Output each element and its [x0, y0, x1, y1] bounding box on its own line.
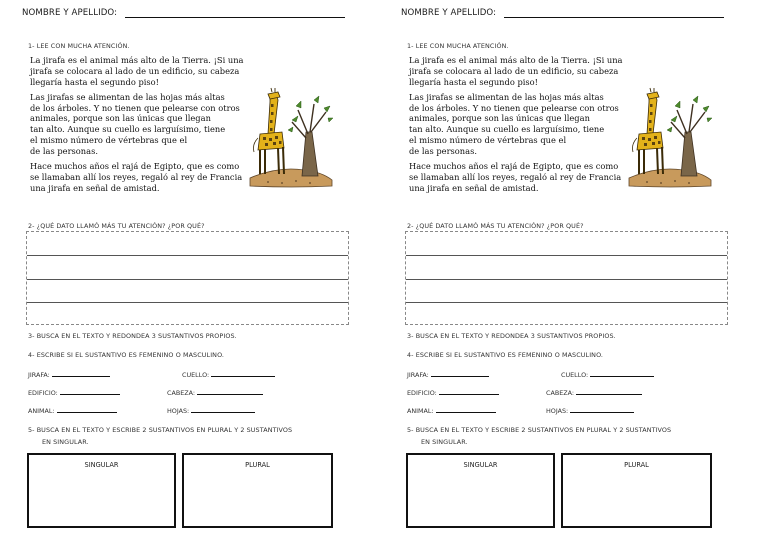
paragraph-2: Las jirafas se alimentan de las hojas más altas de los árboles. Y no tienen que pelearse con otros animales, porque son las únicas que llegan tan alto. Aunque su cuello es larguísimo, tiene el mismo número de vértebras que el de las personas.: [30, 91, 240, 156]
noun-blank[interactable]: [576, 388, 642, 395]
noun-field[interactable]: [546, 388, 642, 397]
noun-blank[interactable]: [191, 406, 255, 413]
worksheet-left: [22, 0, 382, 543]
answer-line[interactable]: [27, 302, 348, 303]
question-5-continued: EN SINGULAR.: [42, 438, 89, 446]
paragraph-3: Hace muchos años el rajá de Egipto, que es como se llamaban allí los reyes, regaló al rey de Francia una jirafa en señal de amistad.: [30, 161, 243, 193]
plural-title: PLURAL: [245, 461, 270, 469]
question-5-continued: EN SINGULAR.: [421, 438, 468, 446]
question-1: 1- LEE CON MUCHA ATENCIÓN.: [407, 42, 509, 50]
noun-label: ANIMAL:: [407, 407, 434, 415]
name-line[interactable]: [504, 17, 724, 18]
noun-blank[interactable]: [57, 406, 117, 413]
singular-title: SINGULAR: [84, 461, 119, 469]
noun-field[interactable]: [28, 370, 110, 379]
noun-field[interactable]: [28, 406, 117, 415]
noun-label: JIRAFA:: [407, 371, 429, 379]
answer-line[interactable]: [27, 255, 348, 256]
noun-label: EDIFICIO:: [28, 389, 58, 397]
noun-field[interactable]: [167, 388, 263, 397]
question-5: 5- BUSCA EN EL TEXTO Y ESCRIBE 2 SUSTANTIVOS EN PLURAL Y 2 SUSTANTIVOS: [407, 426, 672, 434]
paragraph-3: Hace muchos años el rajá de Egipto, que es como se llamaban allí los reyes, regaló al rey de Francia una jirafa en señal de amistad.: [409, 161, 622, 193]
paragraph-1: La jirafa es el animal más alto de la Tierra. ¡Si una jirafa se colocara al lado de un edificio, su cabeza llegaría hasta el segundo piso!: [30, 55, 244, 87]
noun-label: HOJAS:: [546, 407, 569, 415]
answer-line[interactable]: [406, 255, 727, 256]
noun-blank[interactable]: [211, 370, 275, 377]
noun-label: CABEZA:: [546, 389, 575, 397]
paragraph-2: Las jirafas se alimentan de las hojas más altas de los árboles. Y no tienen que pelearse con otros animales, porque son las únicas que llegan tan alto. Aunque su cuello es larguísimo, tiene el mismo número de vértebras que el de las personas.: [409, 91, 619, 156]
noun-label: EDIFICIO:: [407, 389, 437, 397]
question-5: 5- BUSCA EN EL TEXTO Y ESCRIBE 2 SUSTANTIVOS EN PLURAL Y 2 SUSTANTIVOS: [28, 426, 293, 434]
noun-field[interactable]: [167, 406, 255, 415]
answer-line[interactable]: [27, 279, 348, 280]
answer-box[interactable]: [405, 231, 728, 325]
noun-label: CUELLO:: [182, 371, 210, 379]
name-label: NOMBRE Y APELLIDO:: [401, 8, 497, 18]
question-4: 4- ESCRIBE SI EL SUSTANTIVO ES FEMENINO O MASCULINO.: [407, 351, 604, 359]
question-2: 2- ¿QUÉ DATO LLAMÓ MÁS TU ATENCIÓN? ¿POR QUÉ?: [407, 222, 584, 230]
question-3: 3- BUSCA EN EL TEXTO Y REDONDEA 3 SUSTANTIVOS PROPIOS.: [28, 332, 237, 340]
question-4: 4- ESCRIBE SI EL SUSTANTIVO ES FEMENINO O MASCULINO.: [28, 351, 225, 359]
worksheet-right: [401, 0, 761, 543]
paragraph-1: La jirafa es el animal más alto de la Tierra. ¡Si una jirafa se colocara al lado de un edificio, su cabeza llegaría hasta el segundo piso!: [409, 55, 623, 87]
noun-field[interactable]: [546, 406, 634, 415]
noun-blank[interactable]: [60, 388, 120, 395]
giraffe-tree-illustration: [627, 82, 713, 190]
noun-field[interactable]: [561, 370, 654, 379]
noun-field[interactable]: [182, 370, 275, 379]
noun-label: JIRAFA:: [28, 371, 50, 379]
noun-field[interactable]: [407, 406, 496, 415]
noun-label: ANIMAL:: [28, 407, 55, 415]
singular-title: SINGULAR: [463, 461, 498, 469]
answer-line[interactable]: [406, 279, 727, 280]
plural-title: PLURAL: [624, 461, 649, 469]
noun-label: CUELLO:: [561, 371, 589, 379]
answer-box[interactable]: [26, 231, 349, 325]
singular-box[interactable]: [27, 453, 176, 528]
noun-field[interactable]: [407, 370, 489, 379]
noun-field[interactable]: [407, 388, 499, 397]
noun-field[interactable]: [28, 388, 120, 397]
noun-blank[interactable]: [570, 406, 634, 413]
plural-box[interactable]: [182, 453, 333, 528]
question-1: 1- LEE CON MUCHA ATENCIÓN.: [28, 42, 130, 50]
question-3: 3- BUSCA EN EL TEXTO Y REDONDEA 3 SUSTANTIVOS PROPIOS.: [407, 332, 616, 340]
story-text: [409, 55, 641, 198]
story-text: [30, 55, 262, 198]
singular-box[interactable]: [406, 453, 555, 528]
name-line[interactable]: [125, 17, 345, 18]
name-label: NOMBRE Y APELLIDO:: [22, 8, 118, 18]
noun-blank[interactable]: [590, 370, 654, 377]
question-2: 2- ¿QUÉ DATO LLAMÓ MÁS TU ATENCIÓN? ¿POR QUÉ?: [28, 222, 205, 230]
noun-label: CABEZA:: [167, 389, 196, 397]
noun-blank[interactable]: [197, 388, 263, 395]
noun-blank[interactable]: [439, 388, 499, 395]
noun-blank[interactable]: [436, 406, 496, 413]
noun-blank[interactable]: [52, 370, 110, 377]
noun-label: HOJAS:: [167, 407, 190, 415]
answer-line[interactable]: [406, 302, 727, 303]
plural-box[interactable]: [561, 453, 712, 528]
noun-blank[interactable]: [431, 370, 489, 377]
giraffe-tree-illustration: [248, 82, 334, 190]
